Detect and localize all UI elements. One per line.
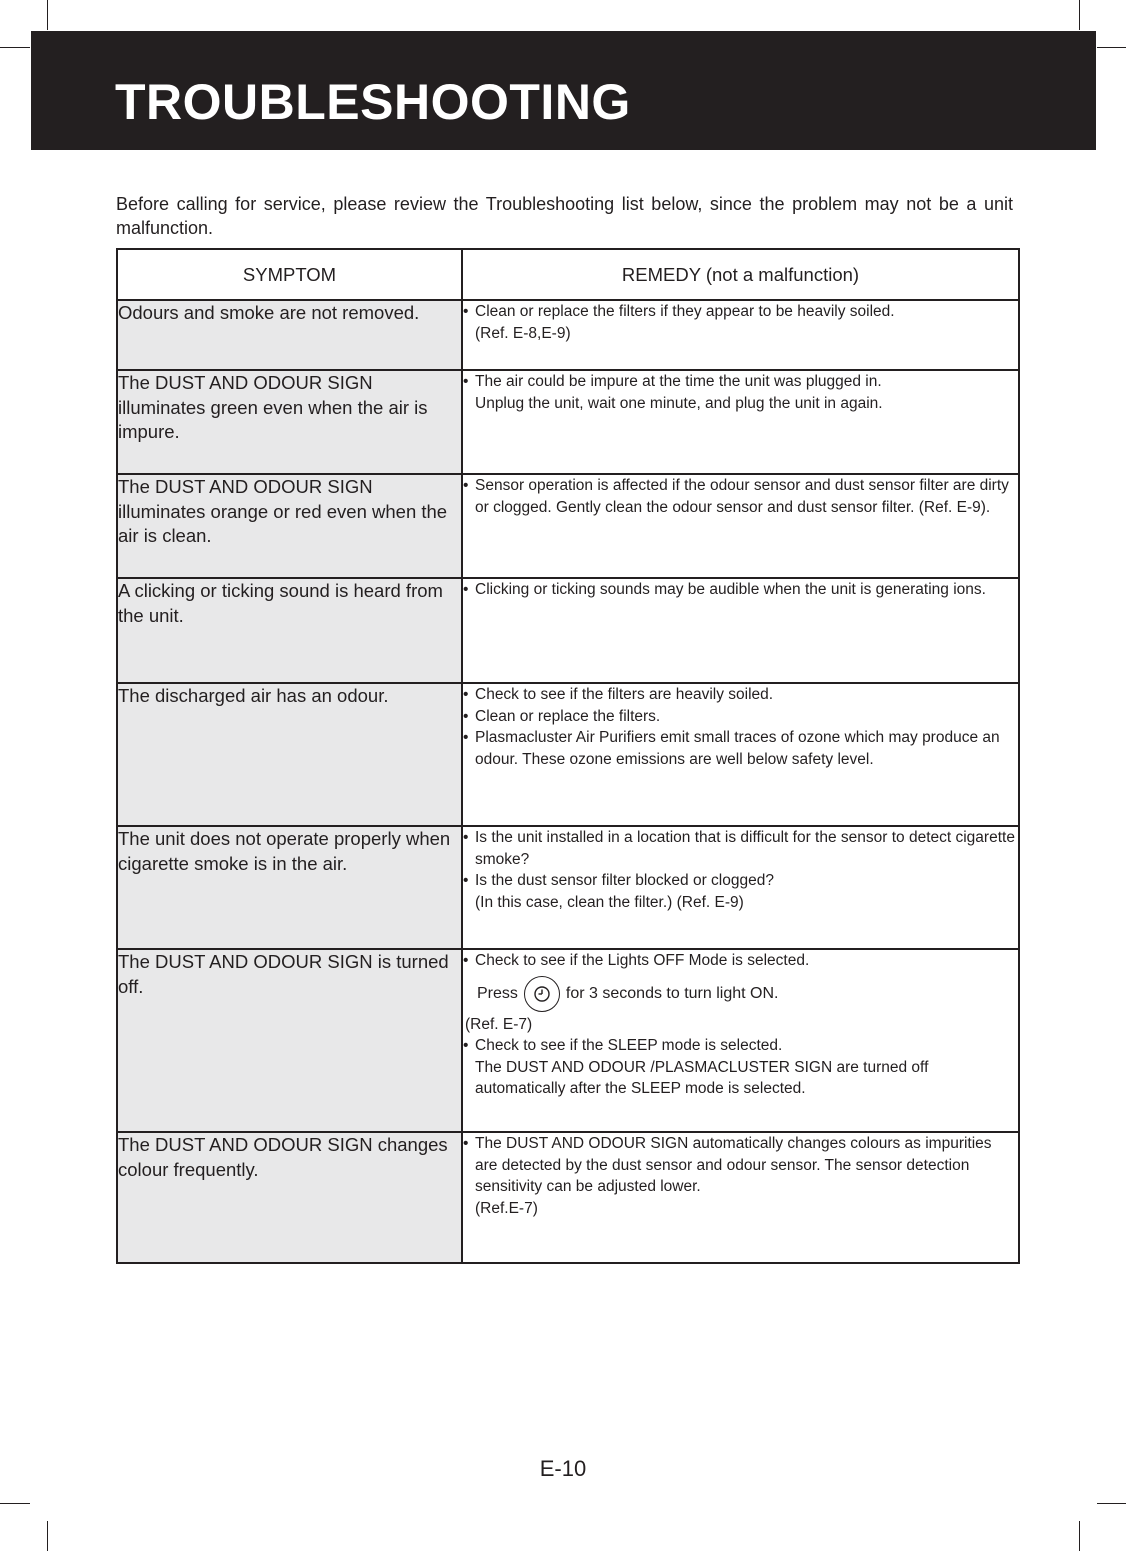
press-instruction (463, 976, 1018, 1012)
press-label: Press (477, 984, 518, 1002)
remedy-bullet: • Plasmacluster Air Purifiers emit small traces of ozone which may produce an odour. These ozone emissions are well below safety level. (463, 727, 1018, 770)
page-number: E-10 (539, 1456, 587, 1481)
remedy-bullet: • The DUST AND ODOUR SIGN automatically changes colours as impurities are detected by the dust sensor and odour sensor. The sensor detection sensitivity can be adjusted lower. (463, 1133, 1018, 1198)
crop-mark (1079, 0, 1080, 30)
page-title: TROUBLESHOOTING (115, 74, 631, 130)
symptom-cell: The DUST AND ODOUR SIGN illuminates orange or red even when the air is clean. (117, 474, 462, 578)
remedy-bullet: • Clean or replace the filters if they appear to be heavily soiled. (463, 301, 1018, 323)
remedy-subtext: (In this case, clean the filter.) (Ref. E-9) (475, 893, 744, 911)
remedy-subtext: (Ref. E-7) (465, 1015, 533, 1033)
crop-mark (0, 47, 30, 48)
remedy-cell (462, 578, 1019, 683)
symptom-cell: The unit does not operate properly when cigarette smoke is in the air. (117, 826, 462, 949)
symptom-cell: The DUST AND ODOUR SIGN changes colour frequently. (117, 1132, 462, 1263)
remedy-cell (462, 1132, 1019, 1263)
remedy-bullet: • Clicking or ticking sounds may be audible when the unit is generating ions. (463, 579, 1018, 601)
remedy-cell (462, 949, 1019, 1132)
remedy-cell (462, 474, 1019, 578)
remedy-bullet: • Clean or replace the filters. (463, 706, 1018, 728)
remedy-bullet: • Is the dust sensor filter blocked or clogged? (463, 870, 1018, 892)
remedy-bullet: • Check to see if the Lights OFF Mode is selected. (463, 950, 1018, 972)
remedy-cell (462, 683, 1019, 826)
symptom-cell: The discharged air has an odour. (117, 683, 462, 826)
remedy-cell (462, 300, 1019, 370)
remedy-cell (462, 370, 1019, 474)
symptom-cell: The DUST AND ODOUR SIGN illuminates green even when the air is impure. (117, 370, 462, 474)
crop-mark (1097, 47, 1126, 48)
remedy-subtext: (Ref. E-8,E-9) (475, 324, 571, 342)
table-row (117, 683, 1019, 826)
remedy-subtext: (Ref.E-7) (475, 1199, 538, 1217)
table-row (117, 370, 1019, 474)
remedy-bullet: • Is the unit installed in a location that is difficult for the sensor to detect cigarette smoke? (463, 827, 1018, 870)
timer-button (524, 976, 560, 1012)
symptom-cell: A clicking or ticking sound is heard from the unit. (117, 578, 462, 683)
crop-mark (47, 0, 48, 30)
remedy-subtext: Unplug the unit, wait one minute, and plug the unit in again. (475, 394, 883, 412)
table-row (117, 474, 1019, 578)
remedy-header: REMEDY (not a malfunction) (462, 249, 1019, 300)
table-row (117, 300, 1019, 370)
crop-mark (1079, 1521, 1080, 1551)
table-row (117, 1132, 1019, 1263)
crop-mark (47, 1521, 48, 1551)
remedy-bullet: • Check to see if the filters are heavily soiled. (463, 684, 1018, 706)
symptom-header: SYMPTOM (117, 249, 462, 300)
intro-text: Before calling for service, please review the Troubleshooting list below, since the problem may not be a unit malfunction. (116, 194, 1013, 238)
remedy-cell (462, 826, 1019, 949)
symptom-cell: The DUST AND ODOUR SIGN is turned off. (117, 949, 462, 1132)
remedy-bullet: • Check to see if the SLEEP mode is selected. (463, 1035, 1018, 1057)
troubleshooting-table (116, 248, 1020, 1264)
table-row (117, 578, 1019, 683)
remedy-bullet: • Sensor operation is affected if the odour sensor and dust sensor filter are dirty or clogged. Gently clean the odour sensor and dust sensor filter. (Ref. E-9). (463, 475, 1018, 518)
table-row (117, 949, 1019, 1132)
clock-icon (533, 985, 551, 1003)
table-header-row (117, 249, 1019, 300)
crop-mark (1097, 1503, 1126, 1504)
table-row (117, 826, 1019, 949)
remedy-subtext: The DUST AND ODOUR /PLASMACLUSTER SIGN are turned off automatically after the SLEEP mode is selected. (475, 1058, 929, 1097)
symptom-cell: Odours and smoke are not removed. (117, 300, 462, 370)
crop-mark (0, 1503, 30, 1504)
remedy-bullet: • The air could be impure at the time the unit was plugged in. (463, 371, 1018, 393)
press-after-label: for 3 seconds to turn light ON. (565, 984, 779, 1002)
title-banner (31, 31, 1096, 150)
